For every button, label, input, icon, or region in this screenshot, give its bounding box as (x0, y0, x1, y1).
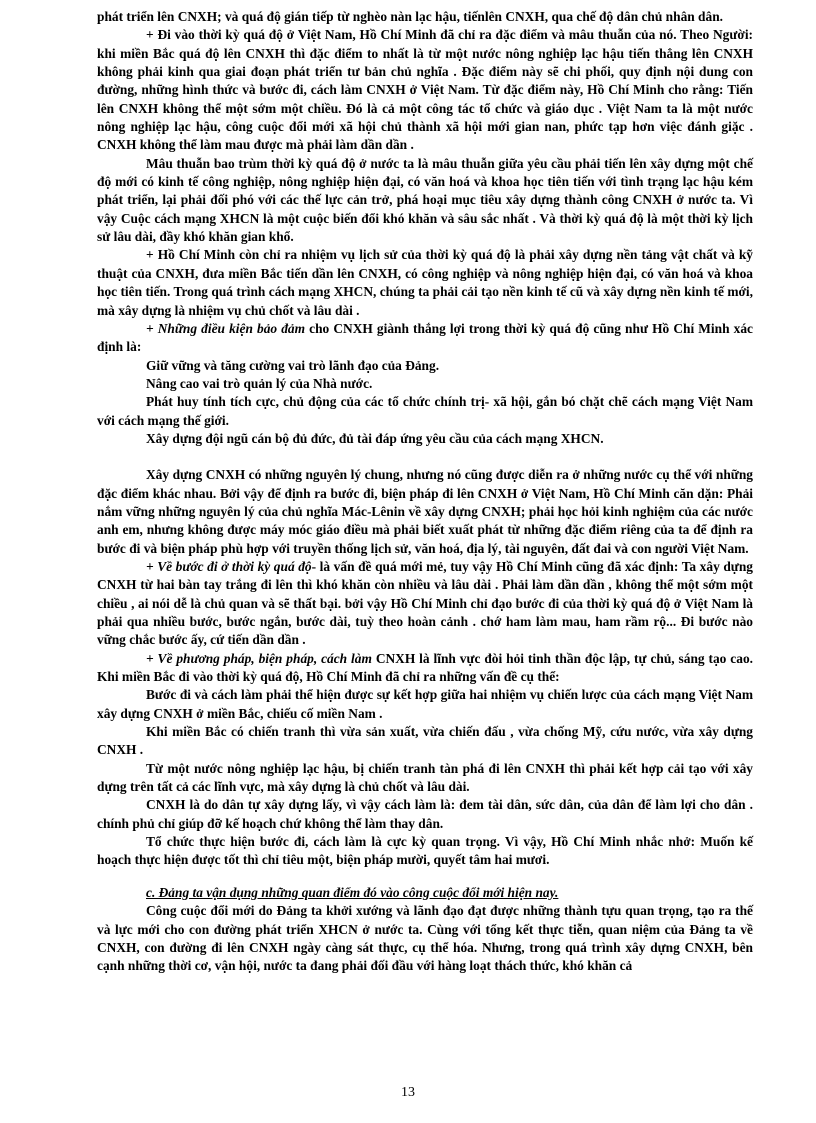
page-number: 13 (401, 1085, 415, 1100)
list-item: Tổ chức thực hiện bước đi, cách làm là cực kỳ quan trọng. Vì vậy, Hồ Chí Minh nhắc nhở: Muốn kế hoạch thực hiện được tốt thì chỉ tiêu một, biện pháp mười, quyết tâm hai mươi. (97, 834, 753, 868)
italic-lead: + Về phương pháp, biện pháp, cách làm (146, 650, 372, 666)
section-heading-text: c. Đảng ta vận dụng những quan điểm đó vào công cuộc đổi mới hiện nay. (146, 884, 559, 900)
list-item: Từ một nước nông nghiệp lạc hậu, bị chiến tranh tàn phá đi lên CNXH thì phải kết hợp cải tạo với xây dựng trên tất cả các lĩnh vực, mà xây dựng là chủ chốt và lâu dài. (97, 760, 753, 795)
paragraph: + Đi vào thời kỳ quá độ ở Việt Nam, Hồ Chí Minh đã chỉ ra đặc điểm và mâu thuẫn của nó. Theo Người: khi miền Bắc quá độ lên CNXH thì đặc điểm to nhất là từ một nước nông nghiệp lạc hậu tiến thẳng lên CNXH không phải kinh qua giai đoạn phát triển tư bản chủ nghĩa . Đặc điểm này sẽ chi phối, quy định nội dung con đường, những hình thức và bước đi, cách làm CNXH ở Việt Nam. Từ đặc điểm này, Hồ Chí Minh cho rằng: Tiến lên CNXH không thể một sớm một chiều. Đó là cả một công tác tổ chức và giáo dục . Việt Nam ta là một nước nông nghiệp lạc hậu, công cuộc đổi mới xã hội chủ thành xã hội mới gian nan, phức tạp hơn việc đánh giặc . CNXH không thể làm mau được mà phải làm dần dần . (97, 27, 753, 153)
list-item: Bước đi và cách làm phải thể hiện được sự kết hợp giữa hai nhiệm vụ chiến lược của cách mạng Việt Nam xây dựng CNXH ở miền Bắc, chiếu cố miền Nam . (97, 687, 753, 721)
paragraph: Mâu thuẫn bao trùm thời kỳ quá độ ở nước ta là mâu thuẫn giữa yêu cầu phải tiến lên xây dựng một chế độ mới có kinh tế công nghiệp, nông nghiệp hiện đại, có văn hoá và khoa học tiên tiến với tình trạng lạc hậu kém phát triển, lại phải đối phó với các thế lực cản trở, phá hoại mục tiêu xây dựng thành công CNXH ở nước ta. Vì vậy Cuộc cách mạng XHCN là một cuộc biến đổi khó khăn và sâu sắc nhất . Và thời kỳ quá độ là một thời kỳ lịch sử lâu dài, đầy khó khăn gian khổ. (97, 155, 753, 245)
paragraph-text: CNXH là lĩnh vực đòi hỏi tinh thần độc lập, tự chủ, sáng tạo cao. Khi miền Bắc đi vào thời kỳ quá độ, Hồ Chí Minh đã chỉ ra những vấn đề cụ thể: (97, 650, 753, 685)
italic-lead: + Những điều kiện bảo đảm (146, 320, 306, 336)
paragraph: + Hồ Chí Minh còn chỉ ra nhiệm vụ lịch sử của thời kỳ quá độ là phải xây dựng nền tảng vật chất và kỹ thuật của CNXH, đưa miền Bắc tiến dần lên CNXH, có công nghiệp và nông nghiệp hiện đại, có văn hoá và khoa học tiên tiến. Trong quá trình cách mạng XHCN, chúng ta phải cải tạo nền kinh tế cũ và xây dựng nền kinh tế mới, mà xây dựng là nhiệm vụ chủ chốt và lâu dài . (97, 247, 753, 318)
spacer (97, 870, 753, 884)
paragraph-text: - là vấn đề quá mới mẻ, tuy vậy Hồ Chí Minh cũng đã xác định: Ta xây dựng CNXH từ hai bàn tay trắng đi lên thì khó khăn còn nhiều và lâu dài . Phải làm dần dần , không thể một sớm một chiều , ai nói dễ là chủ quan và sẽ thất bại. bởi vậy Hồ Chí Minh chỉ đạo bước đi của thời kỳ quá độ ở Việt Nam là phải qua nhiều bước, bước ngắn, bước dài, tuỳ theo hoàn cảnh . chớ ham làm mau, ham rầm rộ... Đi bước nào vững chắc bước ấy, cứ tiến dần dần . (97, 558, 753, 648)
section-heading (97, 884, 753, 902)
paragraph: Xây dựng CNXH có những nguyên lý chung, nhưng nó cũng được diễn ra ở những nước cụ thể với những đặc điểm khác nhau. Bởi vậy để định ra bước đi, biện pháp đi lên CNXH ở Việt Nam, Hồ Chí Minh căn dặn: Phải nắm vững những nguyên lý của chủ nghĩa Mác-Lênin về xây dựng CNXH; phải học hỏi kinh nghiệm của các nước anh em, nhưng không được máy móc giáo điều mà phải biết xuất phát từ những đặc điểm riêng của ta để định ra bước đi và biện pháp phù hợp với truyền thống lịch sử, văn hoá, địa lý, tài nguyên, đất đai và con người Việt Nam. (97, 467, 753, 556)
italic-lead: + Về bước đi ở thời kỳ quá độ (146, 558, 312, 574)
list-item: CNXH là do dân tự xây dựng lấy, vì vậy cách làm là: đem tài dân, sức dân, của dân để làm lợi cho dân . chính phủ chỉ giúp đỡ kế hoạch chứ không thể làm thay dân. (97, 797, 753, 831)
spacer (97, 448, 753, 466)
paragraph (97, 320, 753, 357)
list-item: Phát huy tính tích cực, chủ động của các tổ chức chính trị- xã hội, gắn bó chặt chẽ cách mạng Việt Nam với cách mạng thế giới. (97, 394, 753, 428)
list-item: Nâng cao vai trò quản lý của Nhà nước. (146, 375, 373, 391)
list-item: Xây dựng đội ngũ cán bộ đủ đức, đủ tài đáp ứng yêu cầu của cách mạng XHCN. (146, 430, 604, 446)
paragraph: phát triển lên CNXH; và quá độ gián tiếp từ nghèo nàn lạc hậu, tiếnlên CNXH, qua chế độ dân chủ nhân dân. (97, 9, 723, 24)
paragraph: Công cuộc đổi mới do Đảng ta khởi xướng và lãnh đạo đạt được những thành tựu quan trọng, tạo ra thế và lực mới cho con đường phát triển XHCN ở nước ta. Cùng với tổng kết thực tiễn, quan niệm của Đảng ta về CNXH, con đường đi lên CNXH ngày càng sát thực, cụ thể hóa. Nhưng, trong quá trình xây dựng CNXH, bên cạnh những thời cơ, vận hội, nước ta đang phải đối đầu với hàng loạt thách thức, khó khăn cả (97, 903, 753, 974)
paragraph (97, 558, 753, 650)
document-body (97, 8, 753, 976)
paragraph (97, 650, 753, 687)
list-item: Khi miền Bắc có chiến tranh thì vừa sản xuất, vừa chiến đấu , vừa chống Mỹ, cứu nước, vừa xây dựng CNXH . (97, 724, 753, 758)
paragraph-text: cho CNXH giành thắng lợi trong thời kỳ quá độ cũng như Hồ Chí Minh xác định là: (97, 320, 753, 355)
list-item: Giữ vững và tăng cường vai trò lãnh đạo của Đảng. (146, 357, 440, 373)
